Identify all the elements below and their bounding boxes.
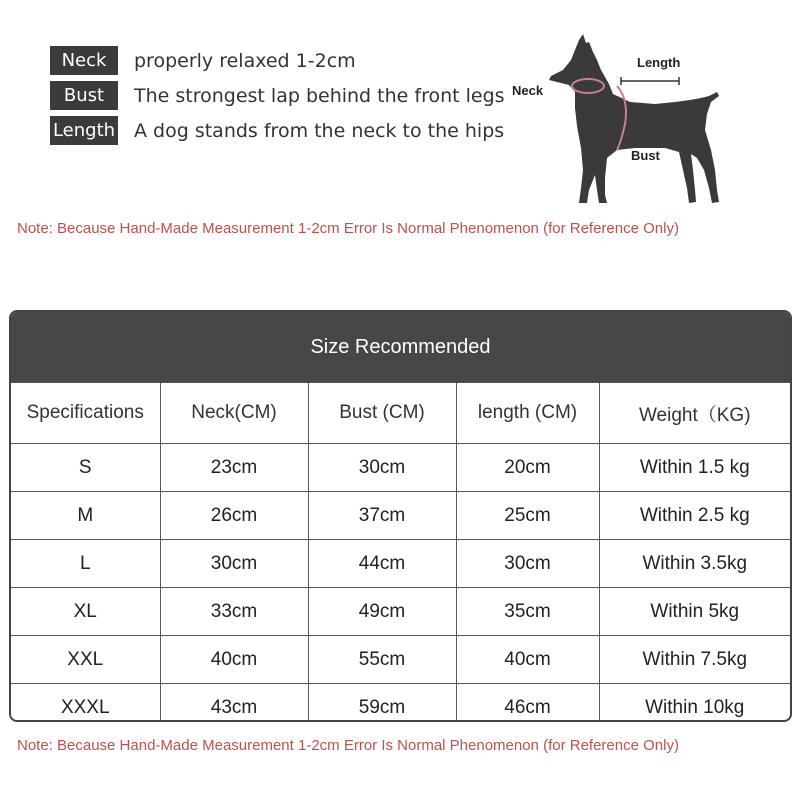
header-cell: Bust (CM) [308, 383, 456, 444]
size-cell: XXL [11, 636, 160, 684]
table-row [11, 540, 790, 588]
table-cell: 37cm [308, 492, 456, 540]
table-cell: 30cm [160, 540, 308, 588]
table-title: Size Recommended [11, 312, 790, 382]
legend-tag: Neck [50, 46, 118, 75]
table-cell: 30cm [308, 444, 456, 492]
diagram-label-bust: Bust [631, 148, 660, 163]
table-cell: Within 1.5 kg [599, 444, 790, 492]
table-cell: 23cm [160, 444, 308, 492]
table-cell: 49cm [308, 588, 456, 636]
table-cell: 30cm [456, 540, 599, 588]
header-cell: length (CM) [456, 383, 599, 444]
dog-silhouette-icon [505, 30, 730, 215]
table-cell: 55cm [308, 636, 456, 684]
table-header-row [11, 383, 790, 444]
size-cell: XXXL [11, 684, 160, 723]
table-cell: 33cm [160, 588, 308, 636]
legend-row-bust [50, 81, 505, 110]
legend-text: The strongest lap behind the front legs [134, 84, 505, 107]
table-cell: 40cm [160, 636, 308, 684]
header-cell: Specifications [11, 383, 160, 444]
table-cell: 20cm [456, 444, 599, 492]
table-cell: 59cm [308, 684, 456, 723]
table-row [11, 636, 790, 684]
table-row [11, 492, 790, 540]
legend-row-neck [50, 46, 505, 75]
table-cell: Within 7.5kg [599, 636, 790, 684]
table-cell: 26cm [160, 492, 308, 540]
table-cell: 43cm [160, 684, 308, 723]
table-cell: Within 5kg [599, 588, 790, 636]
measurement-legend [50, 46, 505, 151]
table-row [11, 684, 790, 723]
table-row [11, 444, 790, 492]
table-row [11, 588, 790, 636]
diagram-label-neck: Neck [512, 83, 544, 98]
legend-row-length [50, 116, 505, 145]
table-cell: 35cm [456, 588, 599, 636]
diagram-label-length: Length [637, 55, 681, 70]
header-cell: Weight（KG) [599, 383, 790, 444]
legend-text: A dog stands from the neck to the hips [134, 119, 505, 142]
size-cell: L [11, 540, 160, 588]
legend-tag: Bust [50, 81, 118, 110]
note-top: Note: Because Hand-Made Measurement 1-2cm Error Is Normal Phenomenon (for Reference Only) [17, 220, 679, 237]
legend-text: properly relaxed 1-2cm [134, 49, 356, 72]
table-cell: 25cm [456, 492, 599, 540]
size-chart [11, 382, 790, 722]
dog-measurement-diagram [505, 30, 730, 215]
table-cell: Within 10kg [599, 684, 790, 723]
table-cell: Within 3.5kg [599, 540, 790, 588]
table-cell: Within 2.5 kg [599, 492, 790, 540]
legend-tag: Length [50, 116, 118, 145]
size-cell: XL [11, 588, 160, 636]
note-bottom: Note: Because Hand-Made Measurement 1-2cm Error Is Normal Phenomenon (for Reference Only) [17, 737, 679, 754]
table-cell: 40cm [456, 636, 599, 684]
size-table [9, 310, 792, 722]
size-cell: S [11, 444, 160, 492]
header-cell: Neck(CM) [160, 383, 308, 444]
size-cell: M [11, 492, 160, 540]
table-cell: 46cm [456, 684, 599, 723]
table-cell: 44cm [308, 540, 456, 588]
